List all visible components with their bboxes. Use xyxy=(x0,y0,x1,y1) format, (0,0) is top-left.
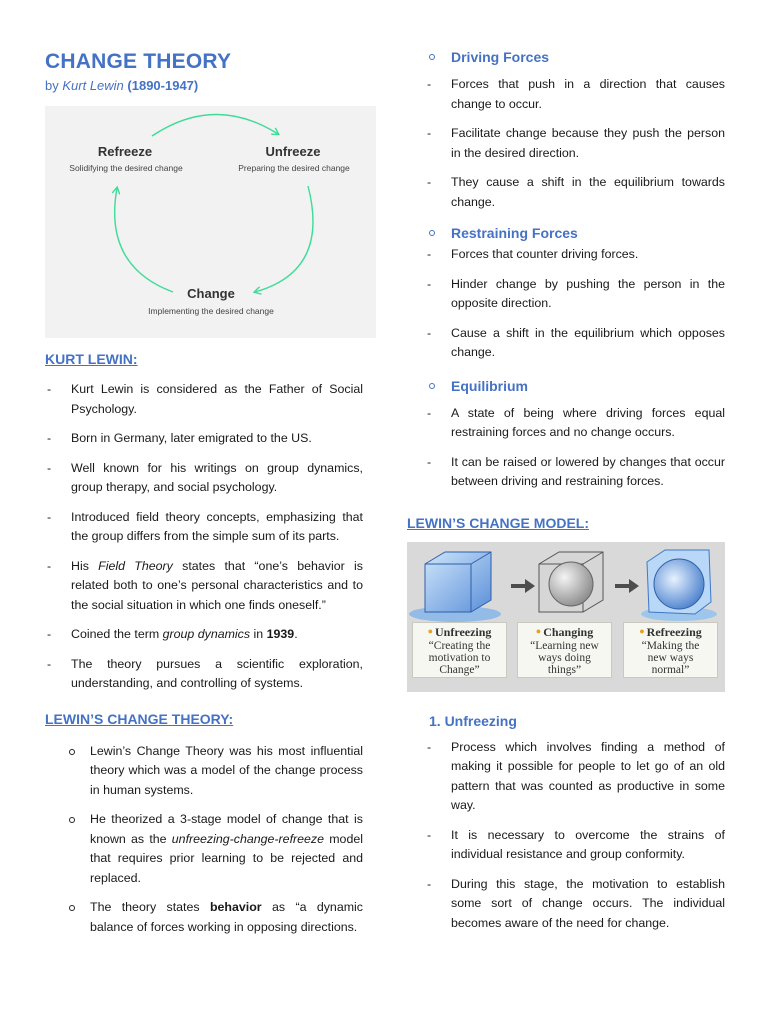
list-item: Lewin’s Change Theory was his most influential theory which was a model of the change process in human systems. xyxy=(45,742,363,801)
byline-by: by xyxy=(45,78,59,93)
card-line: new ways xyxy=(647,651,694,664)
unfreezing-list xyxy=(407,738,725,934)
list-item: - A state of being where driving forces equal restraining forces and no change occurs. xyxy=(407,404,725,443)
card-title-text: Refreezing xyxy=(646,624,702,639)
list-item: - Forces that counter driving forces. xyxy=(407,245,725,265)
right-column xyxy=(407,48,725,943)
text-span: in xyxy=(250,627,267,641)
heading-text: Equilibrium xyxy=(451,377,528,394)
page-title: CHANGE THEORY xyxy=(45,50,232,73)
circle-bullet-icon xyxy=(429,230,435,236)
arrow-refreeze-to-unfreeze xyxy=(152,114,278,136)
card-title-text: Changing xyxy=(543,624,594,639)
text-span: His xyxy=(71,558,99,573)
bullet-dot-icon: ● xyxy=(639,625,645,636)
arrow-unfreeze-to-change xyxy=(255,186,313,292)
card-title xyxy=(413,625,506,640)
stage-refreeze-label: Refreeze xyxy=(97,144,153,159)
driving-forces-list xyxy=(407,75,725,212)
list-item: - Cause a shift in the equilibrium which opposes change. xyxy=(407,324,725,363)
field-theory-term: Field Theory xyxy=(98,558,173,573)
card-title xyxy=(518,625,611,640)
stage-refreeze-desc: Solidifying the desired change xyxy=(69,163,183,173)
model-term: unfreezing-change-refreeze xyxy=(171,831,325,846)
text-span: The theory states xyxy=(90,900,210,914)
list-item: - The theory pursues a scientific exploration, understanding, and controlling of systems. xyxy=(45,655,363,694)
equilibrium-list xyxy=(407,404,725,492)
card-line: “Learning new xyxy=(530,639,599,652)
list-item: - It is necessary to overcome the strains of individual resistance and group conformity. xyxy=(407,826,725,865)
change-model-illustration xyxy=(407,542,725,692)
bullet-dot-icon: ● xyxy=(535,625,542,636)
ice-cube-icon xyxy=(409,552,501,622)
change-model-heading: LEWIN’S CHANGE MODEL: xyxy=(407,514,589,531)
model-card-unfreezing xyxy=(412,622,507,678)
list-item: - Well known for his writings on group dynamics, group therapy, and social psychology. xyxy=(45,459,363,498)
list-item: - Hinder change by pushing the person in the opposite direction. xyxy=(407,275,725,314)
list-item xyxy=(45,898,363,937)
kurt-lewin-list xyxy=(45,380,363,694)
card-line: motivation to xyxy=(428,651,491,664)
change-cycle-diagram xyxy=(45,106,376,338)
circle-bullet-icon xyxy=(429,54,435,60)
text-span: states that “one’s behavior is related both to one’s personal characteristics and to the social situation in which one finds oneself.” xyxy=(71,558,363,612)
cycle-arrows xyxy=(45,106,376,338)
list-item: - Introduced field theory concepts, emphasizing that the group differs from the simple sum of its parts. xyxy=(45,508,363,547)
text-span: Coined the term xyxy=(71,627,163,641)
card-line: “Making the xyxy=(641,639,700,652)
arrow-right-icon xyxy=(511,579,535,593)
list-item-field-theory xyxy=(45,557,363,616)
card-line: “Creating the xyxy=(428,639,491,652)
heading-text: Driving Forces xyxy=(451,49,550,65)
list-item: - Facilitate change because they push the person in the desired direction. xyxy=(407,124,725,163)
arrow-change-to-refreeze xyxy=(115,188,173,292)
card-line: ways doing xyxy=(538,651,591,664)
card-title xyxy=(624,625,717,640)
frozen-sphere-icon xyxy=(641,550,717,621)
text-span: . xyxy=(294,627,298,641)
list-item: - Process which involves finding a method of making it possible for people to let go of an old pattern that was counted as productive in some way. xyxy=(407,738,725,816)
bullet-dot-icon: ● xyxy=(427,625,433,636)
list-item: - They cause a shift in the equilibrium towards change. xyxy=(407,173,725,212)
arrow-right-icon xyxy=(615,579,639,593)
card-line: Change” xyxy=(439,663,480,676)
behavior-term: behavior xyxy=(209,900,262,914)
restraining-forces-heading xyxy=(407,224,725,242)
list-item-coined xyxy=(45,625,363,645)
circle-bullet-icon xyxy=(429,383,435,389)
unfreezing-heading: 1. Unfreezing xyxy=(429,712,517,729)
text-span: as “a dynamic balance of forces working in opposing directions. xyxy=(90,900,363,934)
change-theory-list xyxy=(45,742,363,938)
author-name: Kurt Lewin xyxy=(62,78,124,93)
byline xyxy=(45,78,363,94)
left-column xyxy=(45,50,363,947)
group-dynamics-term: group dynamics xyxy=(162,627,251,641)
list-item: - Kurt Lewin is considered as the Father of Social Psychology. xyxy=(45,380,363,419)
author-years: (1890-1947) xyxy=(127,78,199,93)
stage-change-label: Change xyxy=(187,286,235,301)
stage-change-desc: Implementing the desired change xyxy=(148,306,274,316)
list-item: - It can be raised or lowered by changes that occur between driving and restraining forces. xyxy=(407,453,725,492)
stage-unfreeze-desc: Preparing the desired change xyxy=(238,163,350,173)
card-title-text: Unfreezing xyxy=(435,624,492,639)
model-card-refreezing xyxy=(623,622,718,678)
heading-text: Restraining Forces xyxy=(451,225,578,241)
list-item: - Forces that push in a direction that causes change to occur. xyxy=(407,75,725,114)
text-span: model that requires prior learning to be rejected and replaced. xyxy=(90,831,363,885)
stage-unfreeze-label: Unfreeze xyxy=(265,144,321,159)
driving-forces-heading xyxy=(407,48,725,66)
list-item: - During this stage, the motivation to establish some sort of change occurs. The individual becomes aware of the need for change. xyxy=(407,875,725,934)
year-1939: 1939 xyxy=(266,627,295,641)
equilibrium-heading xyxy=(407,377,725,395)
card-line: things” xyxy=(547,663,582,676)
card-line: normal” xyxy=(651,663,690,676)
sphere-in-cube-icon xyxy=(539,552,603,612)
restraining-forces-list xyxy=(407,245,725,363)
model-card-changing xyxy=(517,622,612,678)
change-theory-heading: LEWIN’S CHANGE THEORY: xyxy=(45,710,234,727)
list-item: - Born in Germany, later emigrated to the US. xyxy=(45,429,363,449)
kurt-lewin-heading: KURT LEWIN: xyxy=(45,351,138,367)
list-item xyxy=(45,810,363,888)
text-span: He theorized a 3-stage model of change that is known as the xyxy=(90,812,363,846)
